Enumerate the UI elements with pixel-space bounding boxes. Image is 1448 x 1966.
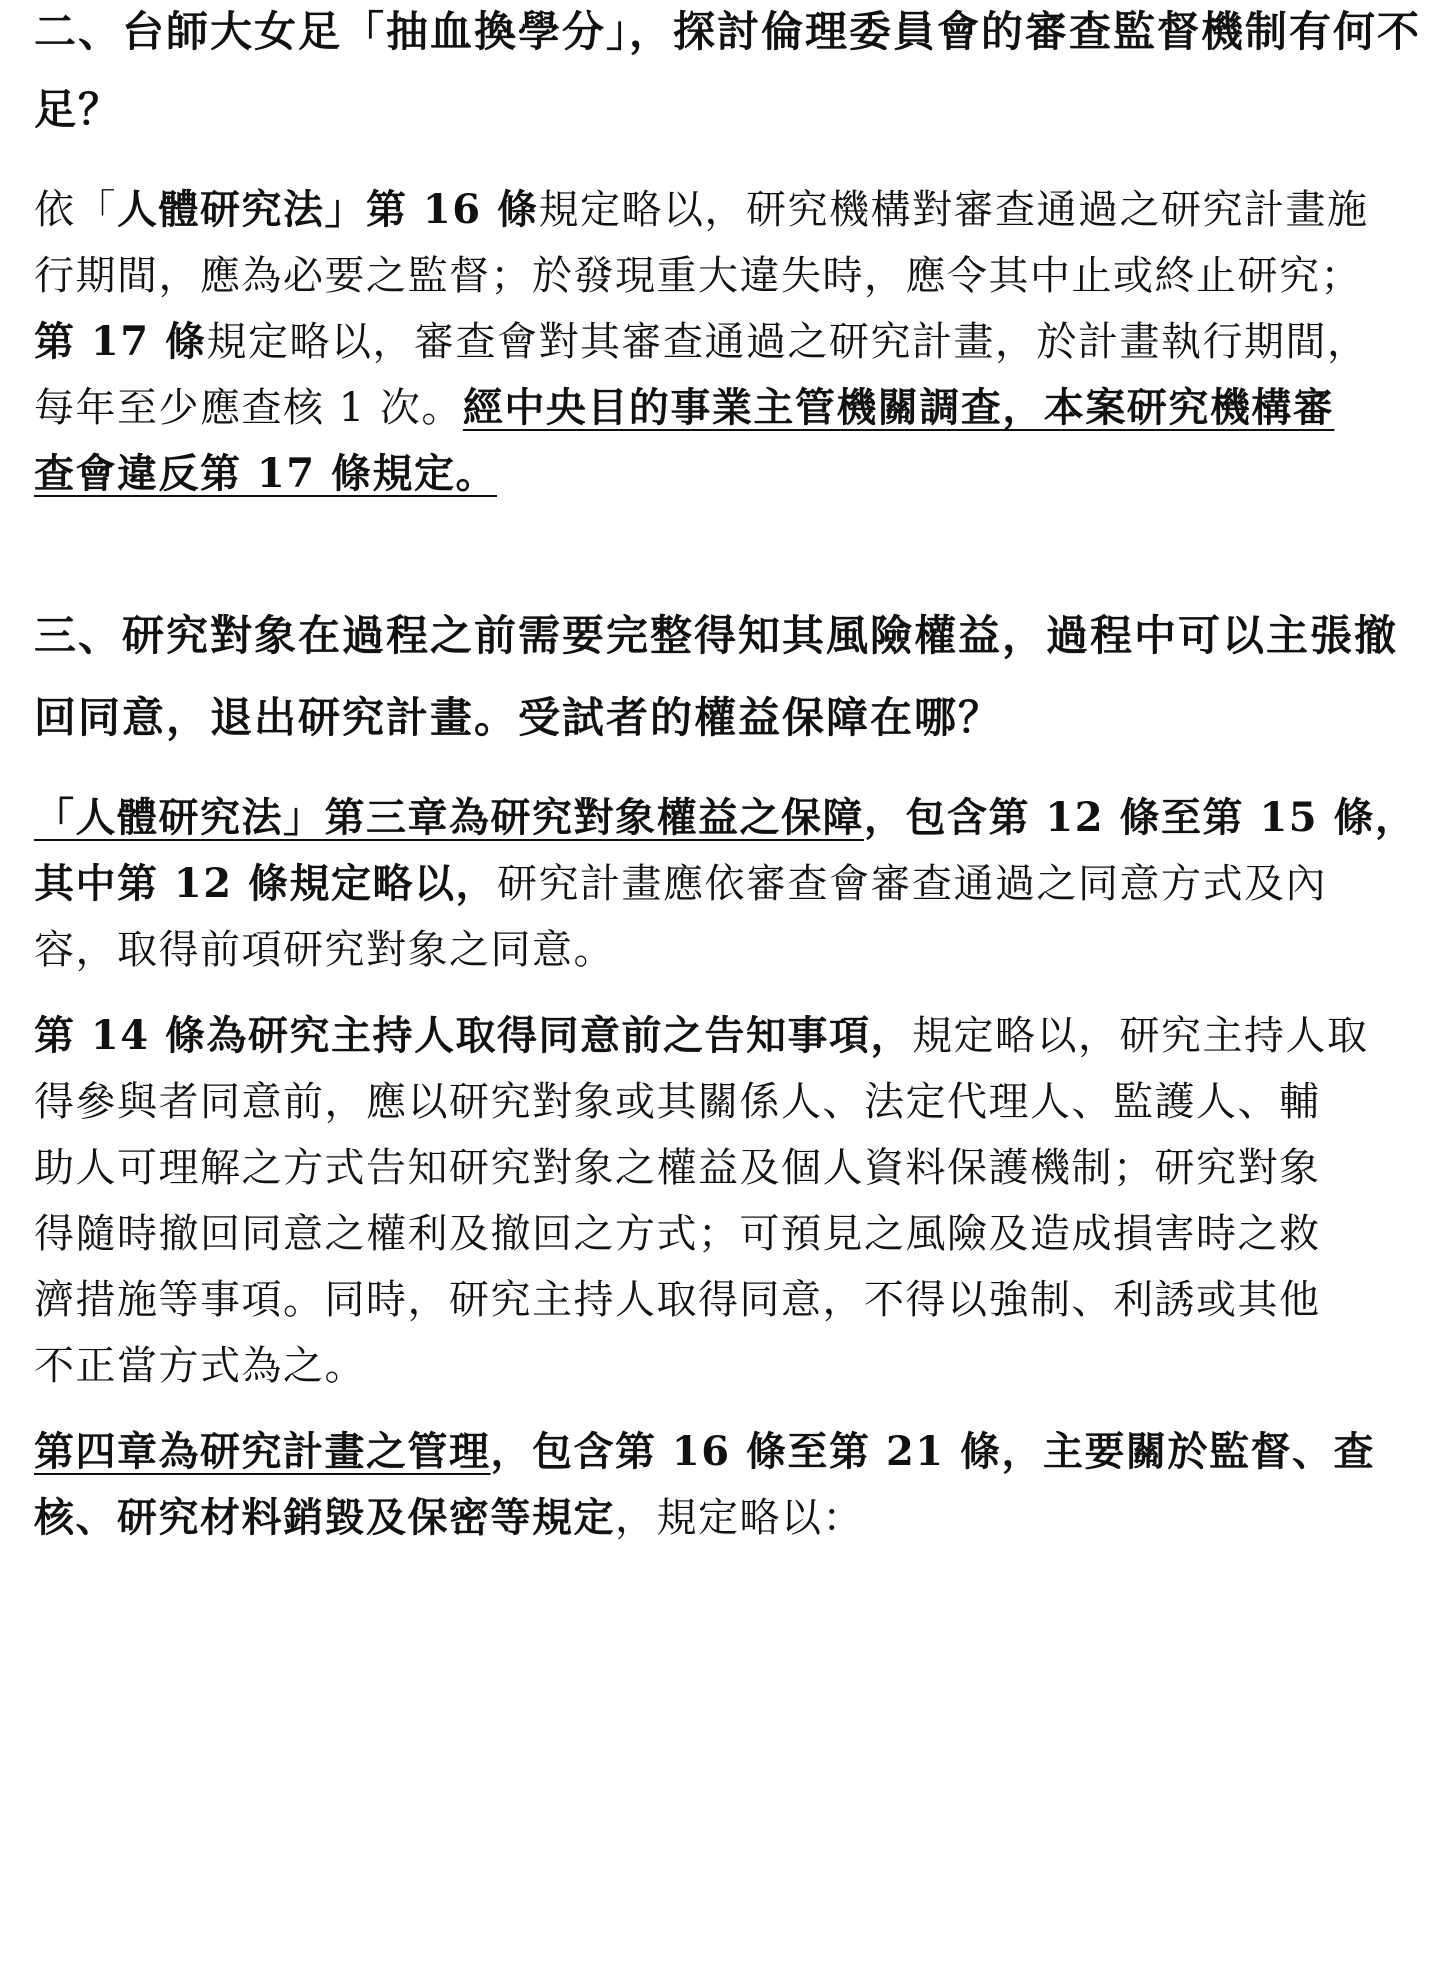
section2-para1-line4 xyxy=(34,382,1414,434)
section2-heading-line2: 足？ xyxy=(34,85,123,134)
text-run: ，規定略以： xyxy=(615,1495,864,1541)
bold-text: 其中第 12 條規定略以， xyxy=(34,860,498,907)
text-run: 研究計畫應依審查會審查通過之同意方式及內 xyxy=(497,861,1328,907)
bold-text: 核、研究材料銷毀及保密等規定 xyxy=(34,1494,615,1541)
section3-para2-line3: 助人可理解之方式告知研究對象之權益及個人資料保護機制；研究對象 xyxy=(34,1145,1321,1191)
text-run: 規定略以，審查會對其審查通過之研究計畫，於計畫執行期間， xyxy=(206,319,1369,365)
section2-para1-line2: 行期間，應為必要之監督；於發現重大違失時，應令其中止或終止研究； xyxy=(34,253,1362,299)
section2-heading-line1: 二、台師大女足「抽血換學分」，探討倫理委員會的審查監督機制有何不 xyxy=(34,7,1422,56)
text-run: 規定略以，研究機構對審查通過之研究計畫施 xyxy=(538,187,1369,233)
section3-para2-line4: 得隨時撤回同意之權利及撤回之方式；可預見之風險及造成損害時之救 xyxy=(34,1211,1321,1257)
section3-para3-line1 xyxy=(34,1426,1414,1478)
section3-para1-line1 xyxy=(34,792,1417,844)
emphasis-underlined: 查會違反第 17 條規定。 xyxy=(34,450,498,497)
emphasis-underlined: 經中央目的事業主管機關調查，本案研究機構審 xyxy=(462,384,1335,431)
text-run: 每年至少應查核 1 次。 xyxy=(34,385,463,431)
section3-heading-line2: 回同意，退出研究計畫。受試者的權益保障在哪？ xyxy=(34,693,1003,742)
section3-para2-line2: 得參與者同意前，應以研究對象或其關係人、法定代理人、監護人、輔 xyxy=(34,1079,1321,1125)
section3-para1-line2 xyxy=(34,858,1414,910)
text-run: 規定略以，研究主持人取 xyxy=(912,1013,1369,1059)
bold-text: ，包含第 16 條至第 21 條，主要關於監督、查 xyxy=(490,1428,1376,1475)
section3-para1-line3: 容，取得前項研究對象之同意。 xyxy=(34,927,615,973)
section2-para1-line1 xyxy=(34,184,1414,236)
bold-text: ，包含第 12 條至第 15 條， xyxy=(864,794,1417,841)
section3-para2-line5: 濟措施等事項。同時，研究主持人取得同意，不得以強制、利誘或其他 xyxy=(34,1277,1321,1323)
section2-para1-line3 xyxy=(34,316,1414,368)
law-reference: 第 17 條 xyxy=(34,318,207,365)
emphasis-underlined: 第四章為研究計畫之管理 xyxy=(34,1428,491,1475)
text-run: 依「 xyxy=(34,187,117,233)
emphasis-underlined: 「人體研究法」第三章為研究對象權益之保障 xyxy=(34,794,864,841)
bold-text: 第 14 條為研究主持人取得同意前之告知事項， xyxy=(34,1012,913,1059)
section3-para2-line1 xyxy=(34,1010,1414,1062)
section2-para1-line5 xyxy=(34,448,1414,500)
section3-para2-line6: 不正當方式為之。 xyxy=(34,1343,366,1389)
section3-heading-line1: 三、研究對象在過程之前需要完整得知其風險權益，過程中可以主張撤 xyxy=(34,611,1399,660)
section3-para3-line2 xyxy=(34,1492,1414,1544)
law-reference: 人體研究法」第 16 條 xyxy=(117,186,539,233)
